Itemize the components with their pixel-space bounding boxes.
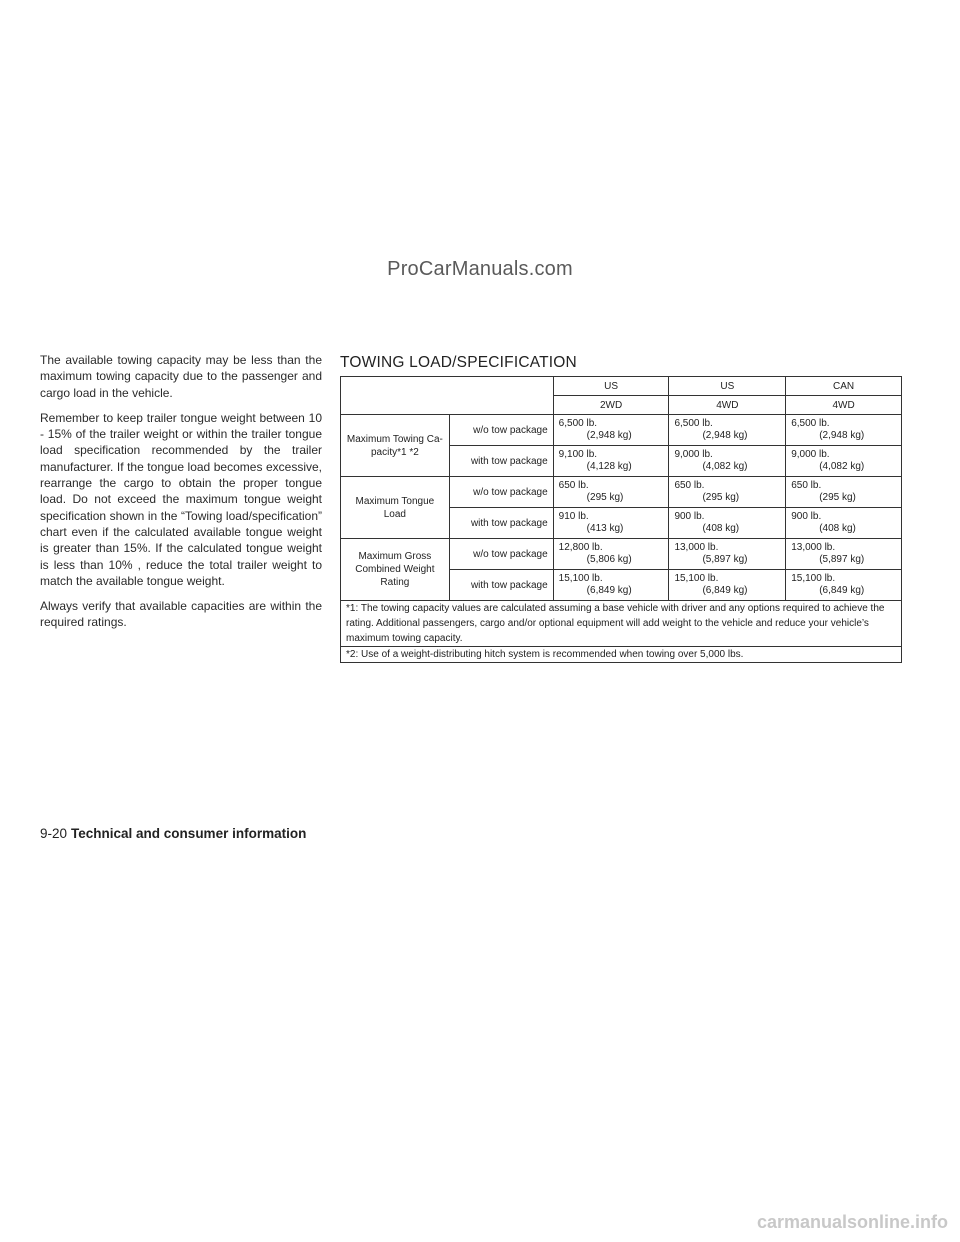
value-pounds: 15,100 lb. [558, 572, 603, 584]
spec-value-cell [553, 446, 669, 477]
table-row [341, 477, 902, 508]
package-label: with tow package [449, 508, 553, 539]
value-pounds: 900 lb. [791, 510, 822, 522]
value-kilograms: (4,082 kg) [819, 461, 865, 472]
header-drive: 4WD [669, 396, 786, 415]
spec-table-body [341, 415, 902, 601]
spec-value-cell [669, 446, 786, 477]
watermark-carmanualsonline: carmanualsonline.info [756, 1212, 948, 1232]
value-pounds: 13,000 lb. [791, 541, 836, 553]
value-pounds: 9,100 lb. [558, 448, 598, 460]
value-kilograms: (295 kg) [819, 492, 856, 503]
paragraph-tongue-weight: Remember to keep trailer tongue weight between 10 - 15% of the trailer weight or within the trailer tongue load specification recommended by the trailer manufacturer. If the tongue load becomes excessive, rearrange the cargo to obtain the proper tongue load. Do not exceed the maximum tongue weight specification shown in the “Towing load/specification” chart even if the calculated available tongue weight is greater than 15%. If the calculated tongue weight is less than 10% , reduce the total trailer weight to match the available tongue weight. [40, 410, 322, 588]
spec-category-label: Maximum Towing Ca- pacity*1 *2 [341, 415, 450, 477]
header-blank-cell [341, 377, 554, 415]
value-pounds: 9,000 lb. [674, 448, 713, 460]
page-number: 9-20 [40, 826, 68, 841]
value-kilograms: (413 kg) [586, 523, 624, 534]
table-row [341, 539, 902, 570]
value-pounds: 12,800 lb. [558, 541, 603, 553]
spec-value-cell [786, 570, 902, 601]
header-drive: 2WD [553, 396, 669, 415]
spec-value-cell [553, 570, 669, 601]
spec-value-cell [669, 508, 786, 539]
value-kilograms: (295 kg) [586, 492, 624, 503]
value-kilograms: (5,897 kg) [819, 554, 865, 565]
value-pounds: 650 lb. [674, 479, 705, 491]
value-pounds: 650 lb. [558, 479, 589, 491]
value-kilograms: (6,849 kg) [819, 585, 865, 596]
section-title: TOWING LOAD/SPECIFICATION [340, 354, 577, 371]
watermark-procarmanuals: ProCarManuals.com [387, 258, 573, 280]
value-kilograms: (6,849 kg) [702, 585, 748, 596]
value-kilograms: (4,128 kg) [586, 461, 632, 472]
spec-value-cell [553, 477, 669, 508]
value-kilograms: (2,948 kg) [586, 430, 632, 441]
value-pounds: 15,100 lb. [674, 572, 719, 584]
header-region: CAN [786, 377, 902, 396]
value-kilograms: (408 kg) [702, 523, 740, 534]
spec-value-cell [553, 508, 669, 539]
header-drive: 4WD [786, 396, 902, 415]
value-pounds: 6,500 lb. [791, 417, 830, 429]
header-region: US [669, 377, 786, 396]
value-pounds: 900 lb. [674, 510, 705, 522]
spec-value-cell [669, 539, 786, 570]
value-kilograms: (295 kg) [702, 492, 740, 503]
spec-value-cell [553, 415, 669, 446]
package-label: w/o tow package [449, 539, 553, 570]
value-pounds: 15,100 lb. [791, 572, 836, 584]
value-kilograms: (2,948 kg) [702, 430, 748, 441]
footnote-2: *2: Use of a weight-distributing hitch system is recommended when towing over 5,000 lbs. [341, 647, 902, 663]
footer-section-name: Technical and consumer information [71, 826, 307, 841]
header-region: US [553, 377, 669, 396]
spec-value-cell [669, 477, 786, 508]
value-kilograms: (5,806 kg) [586, 554, 632, 565]
spec-value-cell [786, 477, 902, 508]
table-row [341, 415, 902, 446]
value-kilograms: (2,948 kg) [819, 430, 865, 441]
package-label: w/o tow package [449, 477, 553, 508]
value-pounds: 6,500 lb. [558, 417, 598, 429]
spec-category-label: Maximum Gross Combined Weight Rating [341, 539, 450, 601]
spec-value-cell [669, 570, 786, 601]
header-row-region [341, 377, 902, 396]
value-pounds: 6,500 lb. [674, 417, 713, 429]
note-row [341, 601, 902, 647]
spec-value-cell [669, 415, 786, 446]
value-pounds: 910 lb. [558, 510, 589, 522]
package-label: w/o tow package [449, 415, 553, 446]
page-footer [40, 826, 306, 841]
value-kilograms: (5,897 kg) [702, 554, 748, 565]
value-kilograms: (6,849 kg) [586, 585, 632, 596]
paragraph-towing-capacity: The available towing capacity may be less than the maximum towing capacity due to the passenger and cargo load in the vehicle. [40, 353, 322, 400]
towing-spec-table [340, 376, 902, 663]
note-row [341, 647, 902, 663]
value-pounds: 13,000 lb. [674, 541, 719, 553]
value-pounds: 9,000 lb. [791, 448, 830, 460]
intro-text-column [40, 352, 322, 640]
spec-value-cell [786, 508, 902, 539]
spec-value-cell [786, 539, 902, 570]
value-kilograms: (408 kg) [819, 523, 856, 534]
package-label: with tow package [449, 570, 553, 601]
paragraph-verify-capacities: Always verify that available capacities are within the required ratings. [40, 599, 322, 630]
footnote-1: *1: The towing capacity values are calculated assuming a base vehicle with driver and any options required to achieve the rating. Additional passengers, cargo and/or optional equipment will add weight to the vehicle and reduce your vehicle’s maximum towing capacity. [341, 601, 902, 647]
value-kilograms: (4,082 kg) [702, 461, 748, 472]
spec-category-label: Maximum Tongue Load [341, 477, 450, 539]
value-pounds: 650 lb. [791, 479, 822, 491]
spec-value-cell [553, 539, 669, 570]
package-label: with tow package [449, 446, 553, 477]
spec-value-cell [786, 446, 902, 477]
spec-value-cell [786, 415, 902, 446]
